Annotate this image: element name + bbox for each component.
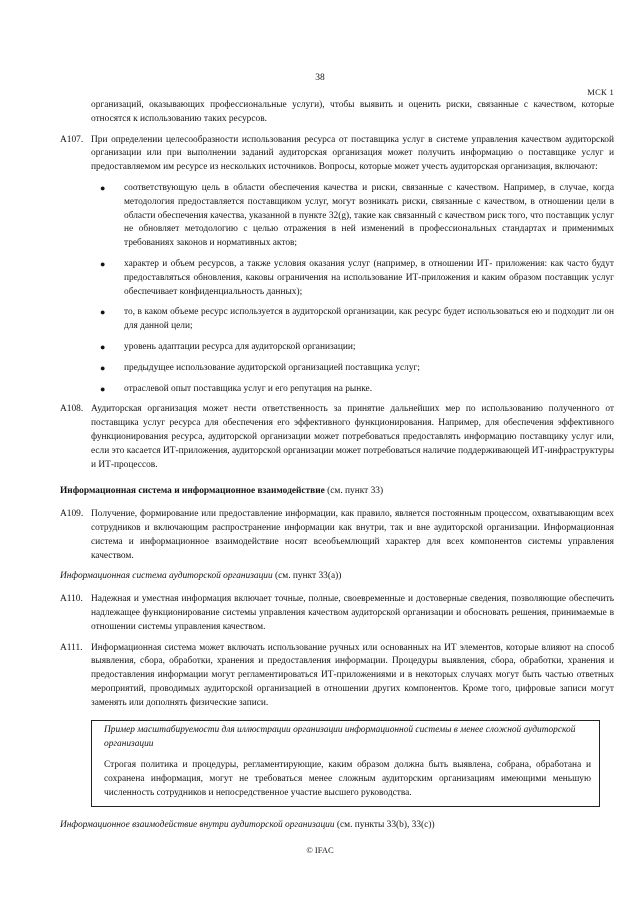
bullet-icon: ● xyxy=(100,341,106,352)
continuation-paragraph xyxy=(60,99,614,127)
footer-copyright: © IFAC xyxy=(306,845,334,855)
heading-reference: (см. пункт 33(а)) xyxy=(272,571,342,582)
example-box-text: Строгая политика и процедуры, регламентирующие, каким образом должна быть выявлена, собрана, обработана и сохранена информация, могут не требоваться менее сложным аудиторским организациям имеющими меньшую численность сотрудников и непосредственное участие высшего руководства. xyxy=(104,760,591,798)
list-item: ● уровень адаптации ресурса для аудиторской организации; xyxy=(60,341,614,355)
subsection-heading: Информационное взаимодействие внутри аудиторской организации (см. пункты 33(b), 33(c)) xyxy=(60,820,435,831)
bullet-icon: ● xyxy=(100,307,106,318)
bullet-list xyxy=(60,182,614,396)
document-code: МСК 1 xyxy=(587,87,614,97)
paragraph-text: организаций, оказывающих профессиональные услуги), чтобы выявить и оценить риски, связанные с качеством, которые относятся к использованию таких ресурсов. xyxy=(91,100,614,124)
subsection-heading: Информационная система аудиторской организации (см. пункт 33(а)) xyxy=(60,571,342,582)
bullet-icon: ● xyxy=(100,182,106,193)
paragraph-text: Надежная и уместная информация включает точные, полные, своевременные и достоверные сведения, позволяющие обеспечить надлежащее функционирование системы управления качеством аудиторской организации и обосновать решения, принимаемые в отношении системы управления качеством. xyxy=(91,594,614,632)
list-item: ● характер и объем ресурсов, а также условия оказания услуг (например, в отношении ИТ- приложения: как часто будут предоставляться обновления, каковы ограничения на использование ИТ-приложения и каким образом поставщик услуг обеспечивает конфиденциальность данных); xyxy=(100,258,614,297)
paragraph-id: A111. xyxy=(60,642,83,653)
bullet-icon: ● xyxy=(100,258,106,269)
bullet-icon: ● xyxy=(100,362,106,373)
paragraph-a110 xyxy=(60,593,614,634)
bullet-icon: ● xyxy=(100,383,106,394)
page-number: 38 xyxy=(315,73,325,83)
paragraph-text: Получение, формирование или предоставление информации, как правило, является постоянным процессом, охватывающим всех сотрудников и включающим распространение информации как внутри, так и вне аудиторской организации. Информационная система и информационное взаимодействие носят всеобъемлющий характер для всех компонентов системы управления качеством. xyxy=(91,509,614,561)
example-box xyxy=(91,720,600,807)
paragraph-id: A109. xyxy=(60,509,84,520)
section-heading: Информационная система и информационное взаимодействие (см. пункт 33) xyxy=(60,486,384,497)
paragraph-id: A108. xyxy=(60,404,84,415)
paragraph-a108 xyxy=(60,403,614,472)
paragraph-a107 xyxy=(60,134,614,175)
list-item: ● то, в каком объеме ресурс используется в аудиторской организации, как ресурс будет использоваться ею и подходит ли он для данной цели; xyxy=(100,307,614,332)
list-item: ● отраслевой опыт поставщика услуг и его репутация на рынке. xyxy=(60,383,614,397)
heading-reference: (см. пункт 33) xyxy=(324,486,384,497)
list-item: ● предыдущее использование аудиторской организацией поставщика услуг; xyxy=(60,362,614,376)
paragraph-id: A110. xyxy=(60,594,83,605)
paragraph-text: Аудиторская организация может нести ответственность за принятие дальнейших мер по использованию полученного от поставщика услуг ресурса для обеспечения его эффективного функционирования. Например, для обеспечения эффективного функционирования ресурса, аудиторской организации может потребоваться предоставлять информацию поставщику услуг или, если это касается ИТ-приложения, аудиторской организации может потребоваться наличие поддерживающей ИТ-инфраструктуры и ИТ-процессов. xyxy=(91,404,614,470)
paragraph-text: Информационная система может включать использование ручных или основанных на ИТ элементов, которые влияют на способ выявления, сбора, обработки, хранения и предоставления информации. Процедуры выявления, сбора, обработки, хранения и предоставления информации могут регламентироваться ИТ-приложениями и в некоторых случаях могут быть частью ответных мероприятий, проводимых аудиторской организацией в отношении других компонентов. Кроме того, цифровые записи могут заменять или дополнять физические записи. xyxy=(91,642,614,708)
heading-reference: (см. пункты 33(b), 33(c)) xyxy=(334,820,435,831)
page-content xyxy=(60,99,614,842)
paragraph-a109 xyxy=(60,508,614,563)
list-item: ● соответствующую цель в области обеспечения качества и риски, связанные с качеством. Например, в случае, когда методология предоставляется поставщиком услуг, могут возникать риски, связанные с качеством, в отношении цели в области обеспечения качества, указанной в пункте 32(g), такие как связанный с качеством риск того, что поставщик услуг не обновляет методологию с целью отражения в ней изменений в профессиональных стандартах и применимых требованиях законов и нормативных актов; xyxy=(100,182,614,249)
paragraph-id: A107. xyxy=(60,134,84,145)
example-box-title: Пример масштабируемости для иллюстрации организации информационной системы в менее сложной аудиторской организации xyxy=(104,725,576,750)
paragraph-text: При определении целесообразности использования ресурса от поставщика услуг в системе управления качеством аудиторской организации или при выполнении заданий аудиторская организация может получить информацию о поставщике услуг и предоставляемом им ресурсе из нескольких источников. Вопросы, которые может учесть аудиторская организация, включают: xyxy=(91,134,614,173)
paragraph-a111 xyxy=(60,642,614,711)
